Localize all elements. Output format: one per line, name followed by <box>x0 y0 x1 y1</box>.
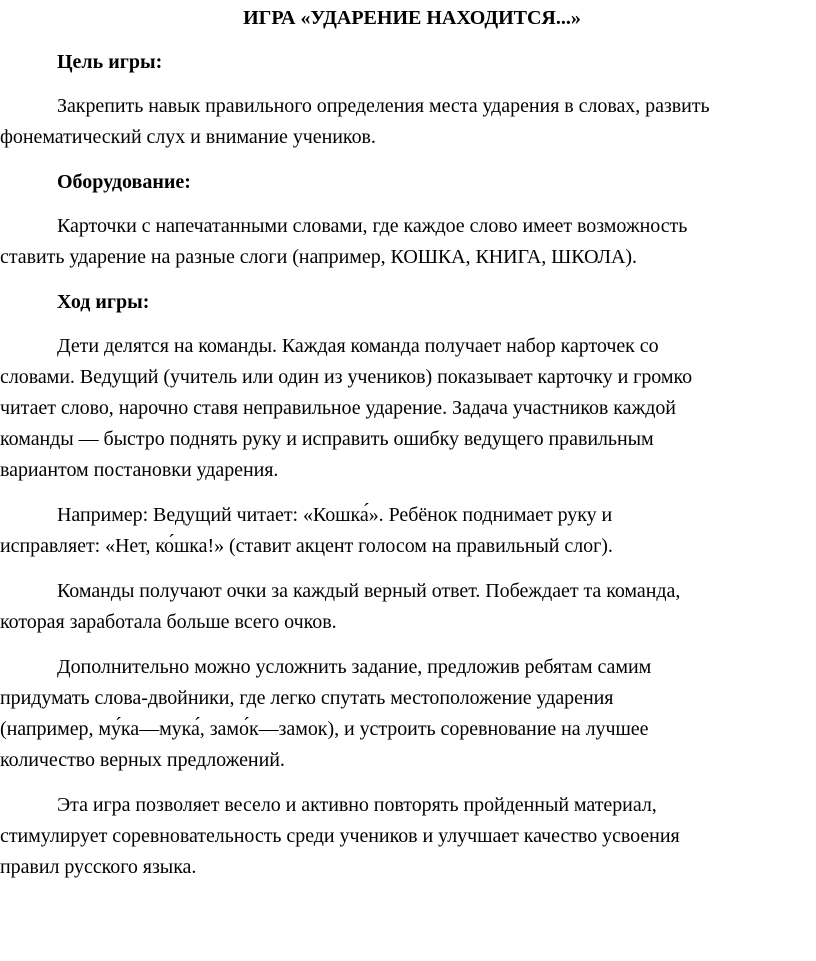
conclusion-line: Эта игра позволяет весело и активно повторять пройденный материал, <box>57 794 657 816</box>
process-line: команды — быстро поднять руку и исправить ошибку ведущего правильным <box>0 428 654 450</box>
extra-line: Дополнительно можно усложнить задание, предложив ребятам самим <box>57 656 652 678</box>
scoring-paragraph <box>0 576 816 638</box>
goal-line: фонематический слух и внимание учеников. <box>0 126 376 148</box>
example-line: исправляет: «Нет, ко́шка!» (ставит акцент голосом на правильный слог). <box>0 535 613 557</box>
process-line: словами. Ведущий (учитель или один из учеников) показывает карточку и громко <box>0 366 693 388</box>
equipment-line: ставить ударение на разные слоги (например, КОШКА, КНИГА, ШКОЛА). <box>0 246 637 268</box>
extra-line: придумать слова-двойники, где легко спутать местоположение ударения <box>0 687 614 709</box>
process-line: читает слово, нарочно ставя неправильное ударение. Задача участников каждой <box>0 397 676 419</box>
process-line: Дети делятся на команды. Каждая команда получает набор карточек со <box>57 335 659 357</box>
process-line: вариантом постановки ударения. <box>0 459 279 481</box>
scoring-line: которая заработала больше всего очков. <box>0 611 337 633</box>
conclusion-line: стимулирует соревновательность среди учеников и улучшает качество усвоения <box>0 825 680 847</box>
example-line: Например: Ведущий читает: «Кошка́». Ребёнок поднимает руку и <box>57 504 613 526</box>
process-heading: Ход игры: <box>57 291 150 313</box>
goal-paragraph <box>0 91 816 153</box>
extra-line: количество верных предложений. <box>0 749 285 771</box>
extra-paragraph <box>0 652 816 776</box>
equipment-line: Карточки с напечатанными словами, где каждое слово имеет возможность <box>57 215 688 237</box>
extra-line: (например, му́ка—мука́, замо́к—замок), и устроить соревнование на лучшее <box>0 718 649 740</box>
equipment-paragraph <box>0 211 816 273</box>
goal-heading: Цель игры: <box>57 51 163 73</box>
document-title: ИГРА «УДАРЕНИЕ НАХОДИТСЯ...» <box>243 7 581 29</box>
conclusion-line: правил русского языка. <box>0 856 197 878</box>
scoring-line: Команды получают очки за каждый верный ответ. Побеждает та команда, <box>57 580 681 602</box>
goal-line: Закрепить навык правильного определения места ударения в словах, развить <box>57 95 710 117</box>
process-paragraph <box>0 331 816 486</box>
conclusion-paragraph <box>0 790 816 883</box>
example-paragraph <box>0 500 816 562</box>
equipment-heading: Оборудование: <box>57 171 191 193</box>
